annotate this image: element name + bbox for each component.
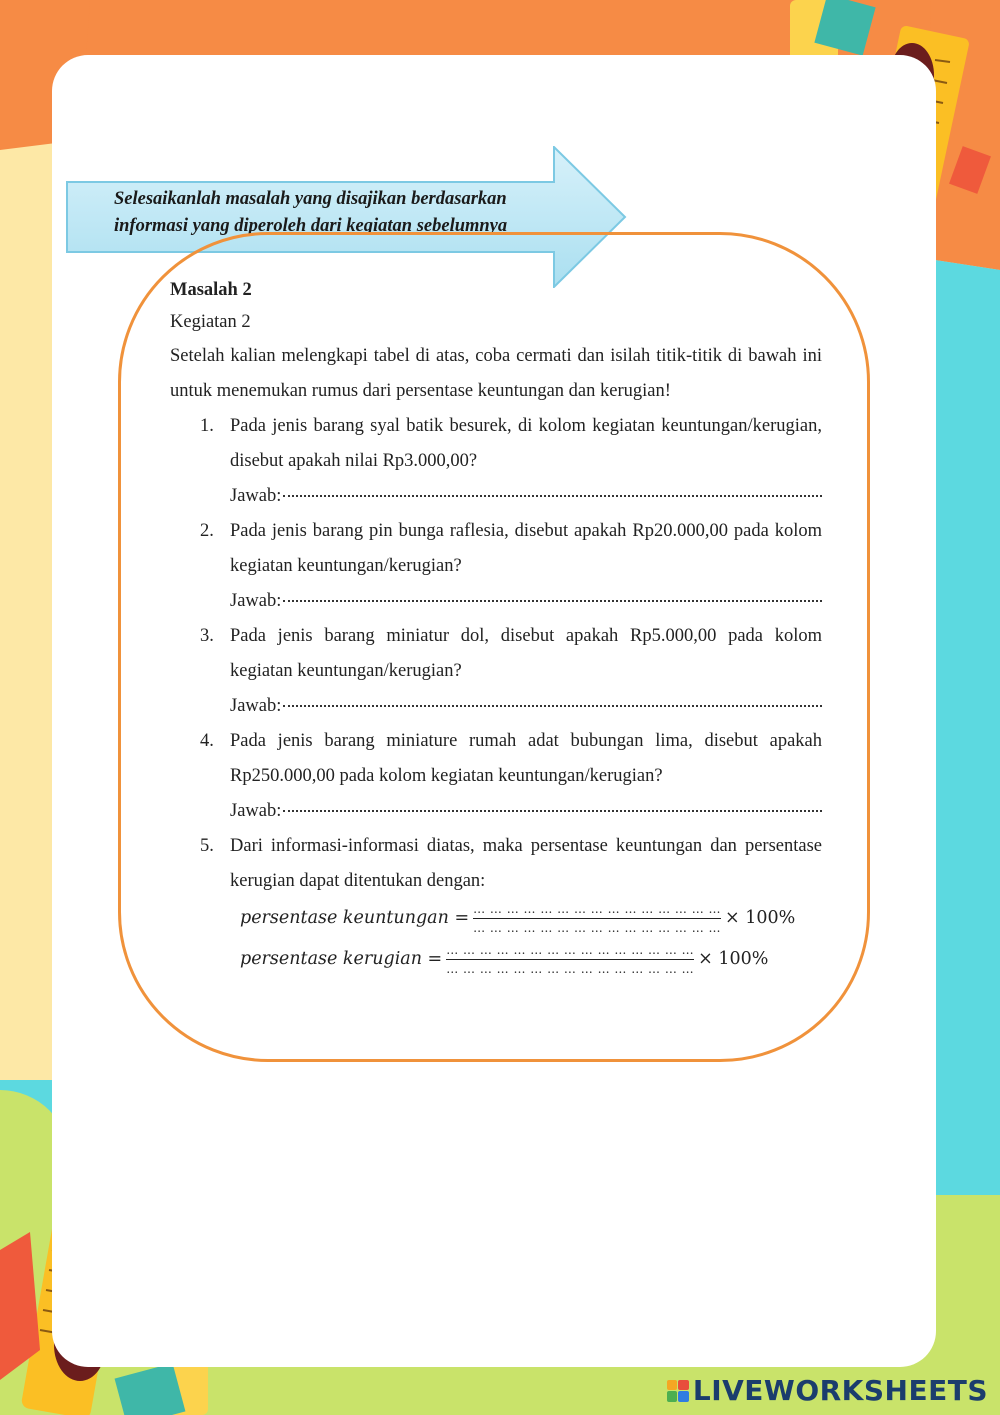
denominator-blank[interactable]: … … … … … … … … … … … … … … … bbox=[446, 962, 695, 976]
answer-field-1[interactable] bbox=[283, 495, 822, 497]
formula-fraction bbox=[446, 942, 694, 977]
answer-row bbox=[230, 794, 822, 829]
answer-label: Jawab: bbox=[230, 486, 282, 506]
question-item-5 bbox=[170, 829, 822, 977]
problem-content bbox=[170, 275, 822, 977]
loss-percentage-formula bbox=[240, 942, 822, 977]
numerator-blank[interactable]: … … … … … … … … … … … … … … … bbox=[473, 902, 722, 916]
question-item-2 bbox=[170, 514, 822, 619]
fraction-bar bbox=[446, 959, 694, 960]
question-text: Pada jenis barang syal batik besurek, di kolom kegiatan keuntungan/kerugian, disebut apakah nilai Rp3.000,00? bbox=[230, 416, 822, 471]
answer-row bbox=[230, 689, 822, 724]
profit-percentage-formula bbox=[240, 901, 822, 936]
numerator-blank[interactable]: … … … … … … … … … … … … … … … bbox=[446, 943, 695, 957]
formula-multiplier: × 100% bbox=[698, 949, 769, 969]
intro-paragraph: Setelah kalian melengkapi tabel di atas, coba cermati dan isilah titik-titik di bawah ini untuk menemukan rumus dari persentase keuntungan dan kerugian! bbox=[170, 346, 822, 401]
question-item-1 bbox=[170, 409, 822, 514]
answer-label: Jawab: bbox=[230, 591, 282, 611]
banner-line-2: informasi yang diperoleh dari kegiatan sebelumnya bbox=[114, 216, 508, 236]
watermark-text: LIVEWORKSHEETS bbox=[692, 1374, 988, 1407]
question-text: Pada jenis barang miniature rumah adat bubungan lima, disebut apakah Rp250.000,00 pada kolom kegiatan keuntungan/kerugian? bbox=[230, 731, 822, 786]
banner-line-1: Selesaikanlah masalah yang disajikan berdasarkan bbox=[114, 189, 507, 209]
answer-label: Jawab: bbox=[230, 801, 282, 821]
question-number: 5. bbox=[200, 836, 214, 856]
liveworksheets-logo-icon bbox=[667, 1380, 689, 1402]
denominator-blank[interactable]: … … … … … … … … … … … … … … … bbox=[473, 921, 722, 935]
question-text: Pada jenis barang miniatur dol, disebut apakah Rp5.000,00 pada kolom kegiatan keuntungan/kerugian? bbox=[230, 626, 822, 681]
answer-field-3[interactable] bbox=[283, 705, 822, 707]
liveworksheets-watermark bbox=[667, 1374, 988, 1407]
formula-multiplier: × 100% bbox=[725, 908, 796, 928]
fraction-bar bbox=[473, 918, 721, 919]
answer-label: Jawab: bbox=[230, 696, 282, 716]
question-text: Pada jenis barang pin bunga raflesia, disebut apakah Rp20.000,00 pada kolom kegiatan keuntungan/kerugian? bbox=[230, 521, 822, 576]
question-item-4 bbox=[170, 724, 822, 829]
answer-field-4[interactable] bbox=[283, 810, 822, 812]
activity-subtitle: Kegiatan 2 bbox=[170, 312, 251, 332]
question-item-3 bbox=[170, 619, 822, 724]
formula-label: persentase keuntungan = bbox=[240, 908, 470, 928]
question-number: 2. bbox=[200, 521, 214, 541]
question-list bbox=[170, 409, 822, 977]
answer-row bbox=[230, 479, 822, 514]
formula-fraction bbox=[473, 901, 721, 936]
formula-label: persentase kerugian = bbox=[240, 949, 443, 969]
question-number: 1. bbox=[200, 416, 214, 436]
answer-row bbox=[230, 584, 822, 619]
question-number: 4. bbox=[200, 731, 214, 751]
question-text: Dari informasi-informasi diatas, maka persentase keuntungan dan persentase kerugian dapat ditentukan dengan: bbox=[230, 836, 822, 891]
answer-field-2[interactable] bbox=[283, 600, 822, 602]
question-number: 3. bbox=[200, 626, 214, 646]
problem-title: Masalah 2 bbox=[170, 280, 252, 300]
